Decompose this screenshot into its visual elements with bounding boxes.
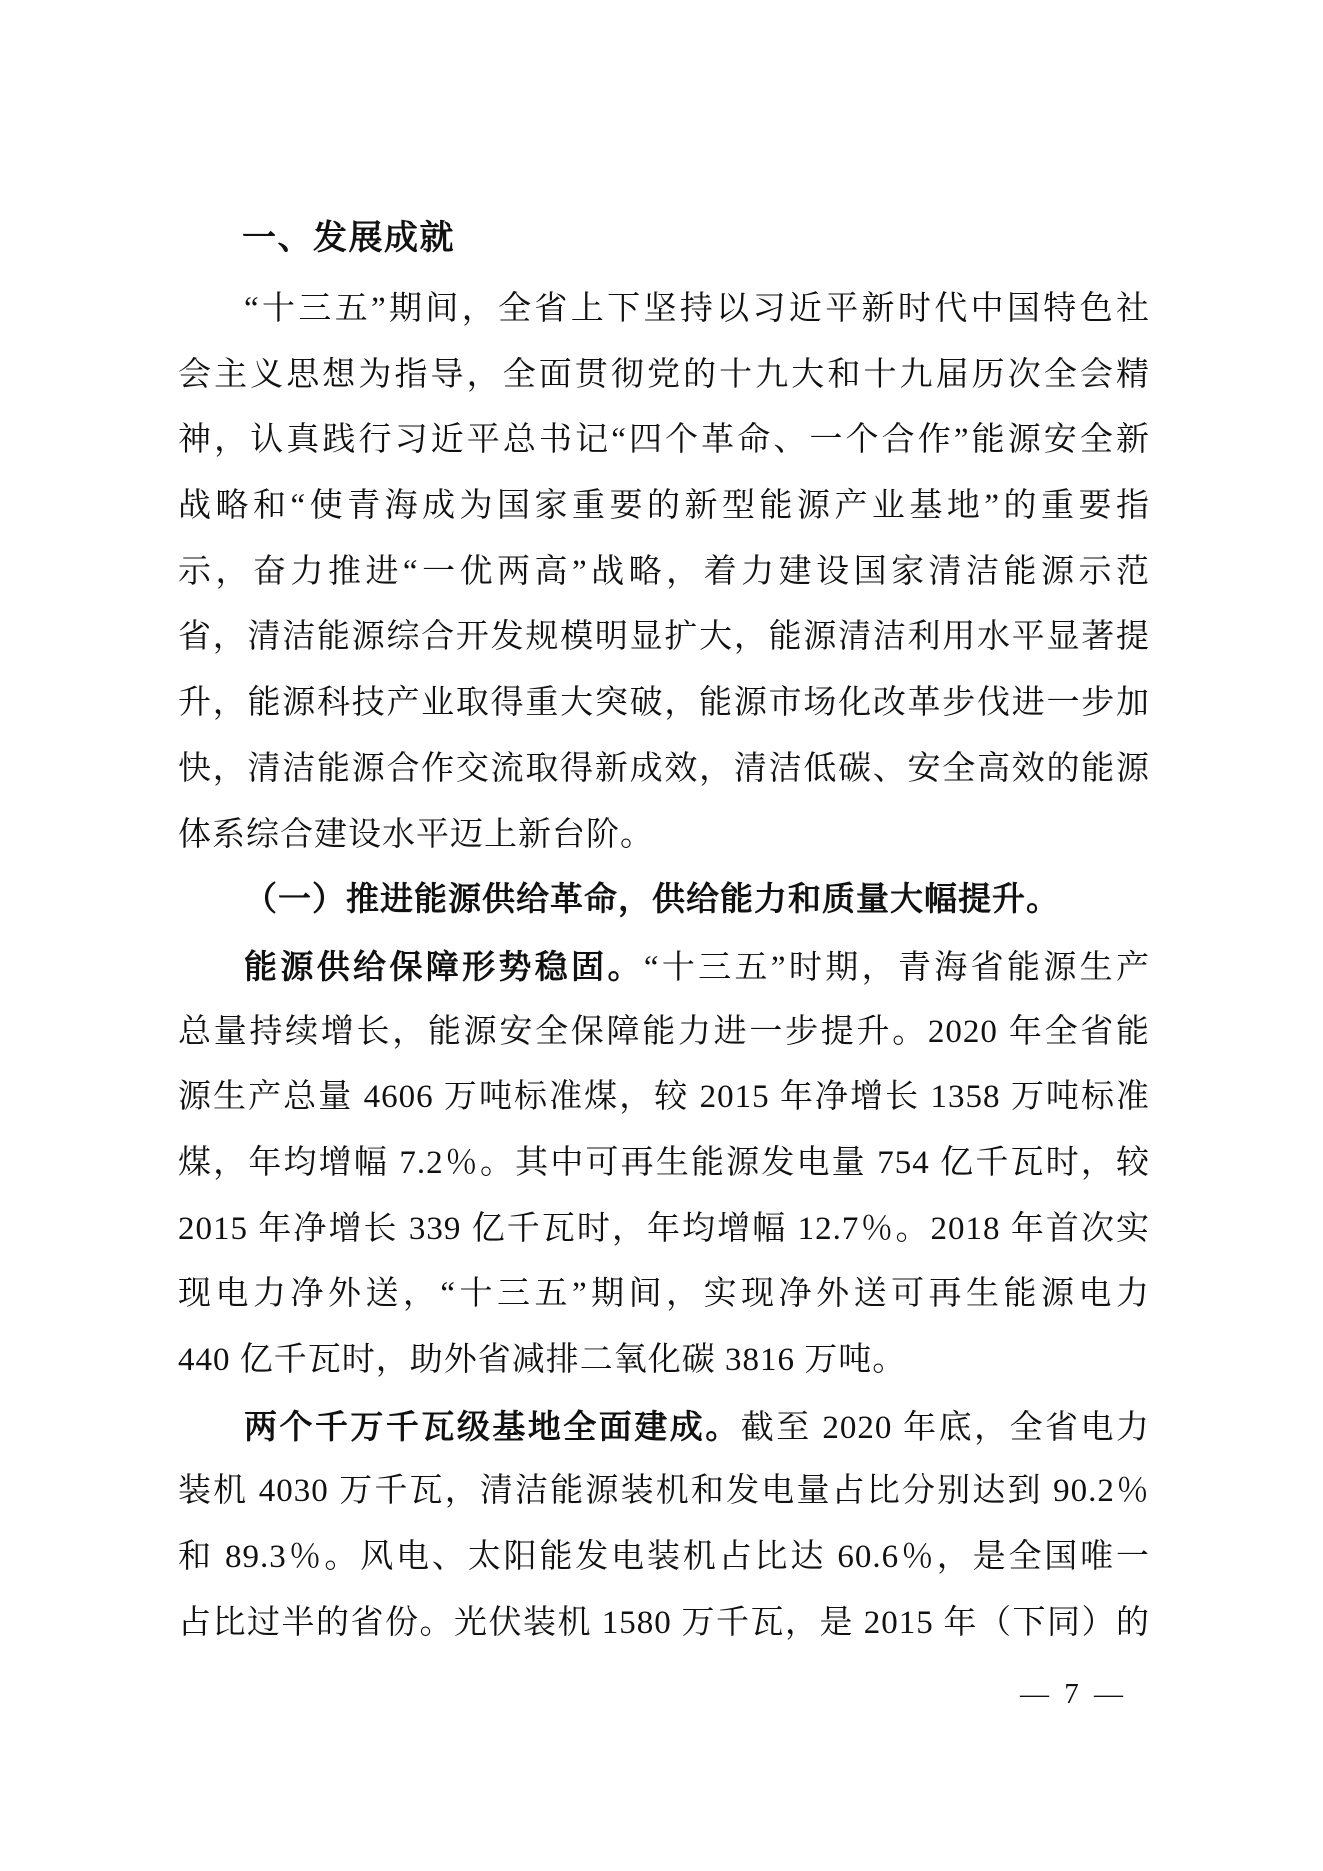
text-line: 会主义思想为指导，全面贯彻党的十九大和十九届历次全会精: [178, 356, 1150, 393]
text-line: 装机 4030 万千瓦，清洁能源装机和发电量占比分别达到 90.2％: [178, 1473, 1150, 1510]
text-line: 体系综合建设水平迈上新台阶。: [178, 816, 654, 853]
text-line: 现电力净外送，“十三五”期间，实现净外送可再生能源电力: [178, 1276, 1150, 1313]
page-number: — 7 —: [1020, 1678, 1127, 1710]
text-line: 升，能源科技产业取得重大突破，能源市场化改革步伐进一步加: [178, 685, 1150, 722]
text-segment: “十三五”时期，青海省能源生产: [643, 949, 1150, 986]
text-line: 快，清洁能源合作交流取得新成效，清洁低碳、安全高效的能源: [178, 750, 1150, 787]
text-line: 和 89.3％。风电、太阳能发电装机占比达 60.6％，是全国唯一: [178, 1539, 1150, 1576]
text-line: 示，奋力推进“一优两高”战略，着力建设国家清洁能源示范: [178, 553, 1150, 590]
text-line: 煤，年均增幅 7.2％。其中可再生能源发电量 754 亿千瓦时，较: [178, 1144, 1150, 1181]
text-line: 2015 年净增长 339 亿千瓦时，年均增幅 12.7％。2018 年首次实: [178, 1210, 1150, 1247]
text-line: 源生产总量 4606 万吨标准煤，较 2015 年净增长 1358 万吨标准: [178, 1079, 1150, 1116]
run-in-heading: 两个千万千瓦级基地全面建成。: [244, 1407, 741, 1445]
text-line: [178, 934, 1150, 1000]
text-segment: 截至 2020 年底，全省电力: [740, 1409, 1150, 1446]
run-in-heading: 能源供给保障形势稳固。: [244, 947, 644, 985]
text-line: 省，清洁能源综合开发规模明显扩大，能源清洁利用水平显著提: [178, 619, 1150, 656]
subsection-heading: （一）推进能源供给革命，供给能力和质量大幅提升。: [244, 882, 1060, 919]
text-line: “十三五”期间，全省上下坚持以习近平新时代中国特色社: [244, 291, 1150, 327]
text-line: 440 亿千瓦时，助外省减排二氧化碳 3816 万吨。: [178, 1342, 907, 1378]
text-line: [178, 1394, 1150, 1460]
section-heading: 一、发展成就: [242, 219, 455, 257]
text-line: 战略和“使青海成为国家重要的新型能源产业基地”的重要指: [178, 488, 1150, 525]
text-line: 总量持续增长，能源安全保障能力进一步提升。2020 年全省能: [178, 1013, 1150, 1050]
document-body: [178, 215, 1150, 1656]
text-line: 神，认真践行习近平总书记“四个革命、一个合作”能源安全新: [178, 422, 1150, 459]
text-line: 占比过半的省份。光伏装机 1580 万千瓦，是 2015 年（下同）的: [178, 1604, 1150, 1641]
